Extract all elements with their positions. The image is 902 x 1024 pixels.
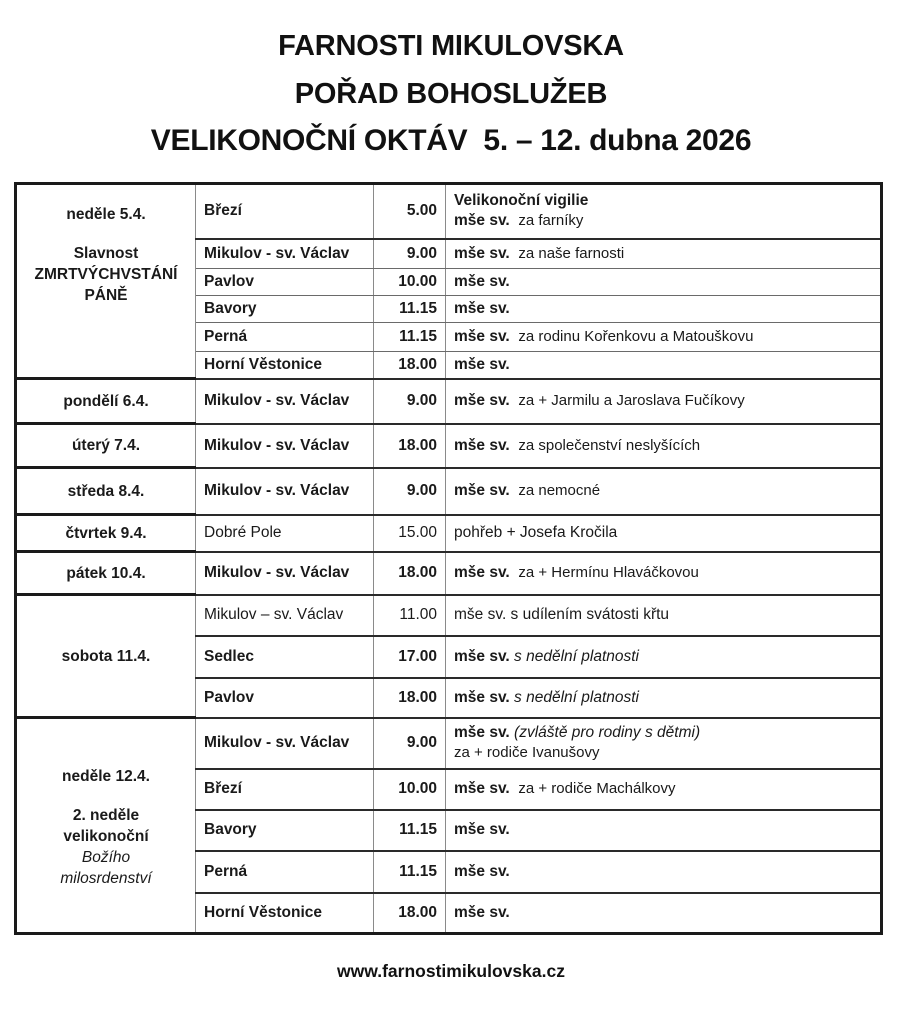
description-cell [446,352,882,379]
day-cell: sobota 11.4. [16,595,196,718]
day-cell [16,718,196,934]
service-schedule-table [14,182,883,935]
place-cell: Mikulov - sv. Václav [196,239,374,269]
table-row [16,515,882,552]
place-cell: Sedlec [196,636,374,678]
feast-label: PÁNĚ [84,287,128,304]
intention-text: za nemocné [518,482,601,499]
day-cell: pondělí 6.4. [16,379,196,424]
time-cell: 11.15 [374,323,446,352]
description-cell [446,552,882,595]
time-cell: 18.00 [374,424,446,468]
day-cell: středa 8.4. [16,468,196,515]
time-cell: 18.00 [374,893,446,934]
place-cell: Horní Věstonice [196,893,374,934]
schedule-title: POŘAD BOHOSLUŽEB [294,78,608,110]
mass-label: mše sv. [454,862,510,880]
place-cell: Mikulov - sv. Václav [196,552,374,595]
feast-subtitle: Božího [81,849,131,866]
liturgy-title: Velikonoční vigilie [454,192,589,210]
parish-title: FARNOSTI MIKULOVSKA [278,30,624,62]
intention-text: za naše farnosti [518,244,625,262]
note-text: (zvláště pro rodiny s dětmi) [514,724,701,741]
website-link[interactable]: www.farnostimikulovska.cz [337,961,565,981]
description-cell [446,636,882,678]
day-cell [16,184,196,379]
mass-label: mše sv. [454,273,510,290]
mass-label: mše sv. [454,724,510,741]
description-cell [446,296,882,323]
description-cell [446,379,882,424]
description-cell [446,718,882,769]
mass-label: mše sv. [454,328,510,345]
description-cell [446,810,882,851]
mass-label: mše sv. [454,392,510,409]
time-cell: 11.15 [374,851,446,893]
note-text: s nedělní platnosti [514,688,639,706]
mass-label: mše sv. [454,564,510,581]
time-cell: 11.00 [374,595,446,636]
table-row [16,552,882,595]
place-cell: Perná [196,323,374,352]
place-cell: Bavory [196,810,374,851]
time-cell: 18.00 [374,352,446,379]
time-cell: 10.00 [374,769,446,810]
feast-label: velikonoční [63,828,149,845]
time-cell: 17.00 [374,636,446,678]
mass-label: mše sv. [454,903,510,921]
mass-label: mše sv. [454,212,510,230]
place-cell: Dobré Pole [196,515,374,552]
description-cell [446,269,882,296]
time-cell: 5.00 [374,184,446,239]
intention-text: za společenství neslyšících [518,436,701,454]
time-cell: 10.00 [374,269,446,296]
time-cell: 15.00 [374,515,446,552]
feast-subtitle: milosrdenství [60,870,152,887]
time-cell: 9.00 [374,239,446,269]
mass-label: mše sv. [454,688,510,706]
description-cell [446,678,882,718]
place-cell: Pavlov [196,678,374,718]
place-cell: Březí [196,184,374,239]
time-cell: 9.00 [374,379,446,424]
place-cell: Horní Věstonice [196,352,374,379]
place-cell: Perná [196,851,374,893]
description-cell [446,323,882,352]
feast-label: ZMRTVÝCHVSTÁNÍ [34,266,178,283]
mass-label: mše sv. [454,300,510,317]
description-cell [446,239,882,269]
description-cell [446,424,882,468]
table-row [16,468,882,515]
table-row [16,184,882,239]
time-cell: 18.00 [374,552,446,595]
intention-text: za + rodiče Ivanušovy [454,744,600,761]
description-cell [446,851,882,893]
intention-text: za + Jarmilu a Jaroslava Fučíkovy [518,392,745,409]
place-cell: Bavory [196,296,374,323]
day-cell: úterý 7.4. [16,424,196,468]
description-cell: mše sv. s udílením svátosti křtu [446,595,882,636]
day-label: neděle 5.4. [66,206,146,223]
description-cell [446,184,882,239]
description-cell [446,769,882,810]
place-cell: Mikulov – sv. Václav [196,595,374,636]
place-cell: Pavlov [196,269,374,296]
day-cell: pátek 10.4. [16,552,196,595]
mass-label: mše sv. [454,355,510,373]
intention-text: za + rodiče Machálkovy [518,780,676,797]
time-cell: 18.00 [374,678,446,718]
mass-label: mše sv. [454,436,510,454]
description-cell: pohřeb + Josefa Kročila [446,515,882,552]
place-cell: Mikulov - sv. Václav [196,718,374,769]
time-cell: 9.00 [374,468,446,515]
mass-label: mše sv. [454,647,510,665]
time-cell: 11.15 [374,296,446,323]
place-cell: Mikulov - sv. Václav [196,424,374,468]
day-cell: čtvrtek 9.4. [16,515,196,552]
intention-text: za farníky [518,212,584,230]
table-row [16,718,882,769]
intention-text: za + Hermínu Hlaváčkovou [518,564,699,581]
description-cell [446,893,882,934]
feast-label: Slavnost [73,245,139,262]
time-cell: 9.00 [374,718,446,769]
intention-text: za rodinu Kořenkovu a Matouškovu [518,328,754,345]
time-cell: 11.15 [374,810,446,851]
place-cell: Mikulov - sv. Václav [196,379,374,424]
place-cell: Březí [196,769,374,810]
table-row [16,424,882,468]
place-cell: Mikulov - sv. Václav [196,468,374,515]
table-row [16,595,882,636]
mass-label: mše sv. [454,482,510,499]
feast-label: 2. neděle [72,807,140,824]
mass-label: mše sv. [454,244,510,262]
note-text: s nedělní platnosti [514,647,639,665]
day-label: neděle 12.4. [62,768,150,785]
period-title: VELIKONOČNÍ OKTÁV 5. – 12. dubna 2026 [150,124,752,157]
mass-label: mše sv. [454,821,510,838]
mass-label: mše sv. [454,780,510,797]
table-row [16,379,882,424]
description-cell [446,468,882,515]
